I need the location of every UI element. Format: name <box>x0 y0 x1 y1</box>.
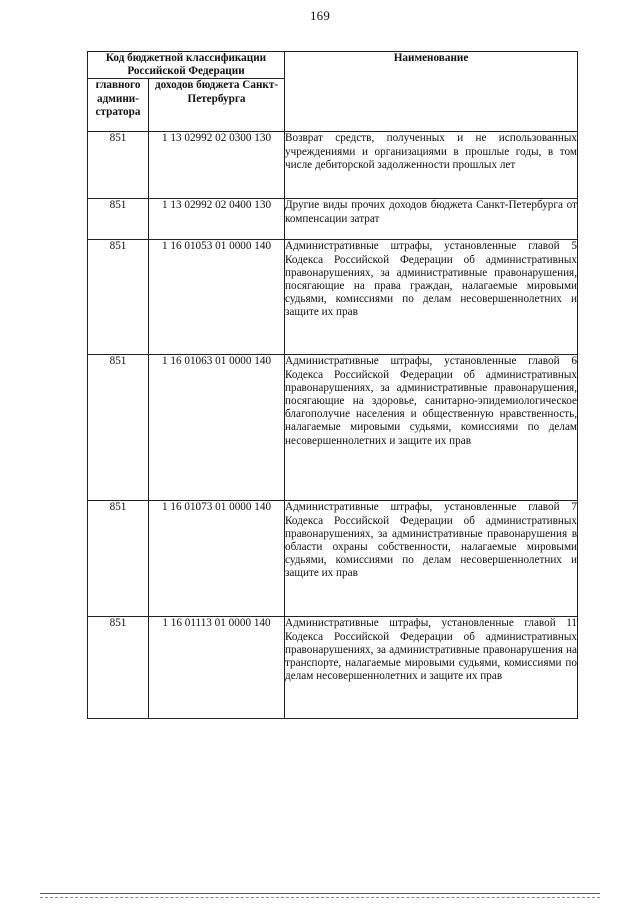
revenue-code-cell: 1 16 01053 01 0000 140 <box>149 240 285 355</box>
table-row <box>88 240 578 355</box>
revenue-code-cell: 1 16 01073 01 0000 140 <box>149 501 285 617</box>
scan-edge-line <box>40 893 600 894</box>
name-cell: Административные штрафы, установленные главой 5 Кодекса Российской Федерации об административных правонарушениях, за административные правонарушения, посягающие на права граждан, налагаемые мировыми судьями, комиссиями по делам несовершеннолетних и защите их прав <box>285 240 578 355</box>
name-cell: Административные штрафы, установленные главой 11 Кодекса Российской Федерации об административных правонарушениях, за административные правонарушения на транспорте, налагаемые мировыми судьями, комиссиями по делам несовершеннолетних и защите их прав <box>285 617 578 719</box>
header-budget-revenue: доходов бюджета Санкт-Петербурга <box>149 79 285 132</box>
table-header <box>88 52 578 132</box>
admin-code-cell: 851 <box>88 355 149 501</box>
header-name: Наименование <box>285 52 578 132</box>
header-main-administrator: главного админи-стратора <box>88 79 149 132</box>
table-row <box>88 617 578 719</box>
table-row <box>88 501 578 617</box>
page-number: 169 <box>309 8 331 23</box>
table-row <box>88 199 578 240</box>
revenue-code-cell: 1 13 02992 02 0400 130 <box>149 199 285 240</box>
table-row <box>88 355 578 501</box>
admin-code-cell: 851 <box>88 617 149 719</box>
name-cell: Другие виды прочих доходов бюджета Санкт-Петербурга от компенсации затрат <box>285 199 578 240</box>
scan-edge-line-dashed <box>40 897 600 898</box>
name-cell: Административные штрафы, установленные главой 6 Кодекса Российской Федерации об административных правонарушениях, за административные правонарушения, посягающие на здоровье, санитарно-эпидемиологическое благополучие населения и общественную нравственность, налагаемые мировыми судьями, комиссиями по делам несовершеннолетних и защите их прав <box>285 355 578 501</box>
admin-code-cell: 851 <box>88 240 149 355</box>
budget-classification-table <box>87 51 578 719</box>
admin-code-cell: 851 <box>88 132 149 199</box>
header-classification-code: Код бюджетной классификации Российской Федерации <box>88 52 285 79</box>
table-row <box>88 132 578 199</box>
name-cell: Административные штрафы, установленные главой 7 Кодекса Российской Федерации об административных правонарушениях, за административные правонарушения в области охраны собственности, налагаемые мировыми судьями, комиссиями по делам несовершеннолетних и защите их прав <box>285 501 578 617</box>
admin-code-cell: 851 <box>88 199 149 240</box>
revenue-code-cell: 1 13 02992 02 0300 130 <box>149 132 285 199</box>
revenue-code-cell: 1 16 01063 01 0000 140 <box>149 355 285 501</box>
admin-code-cell: 851 <box>88 501 149 617</box>
header-row-main <box>88 52 578 79</box>
table-body <box>88 132 578 719</box>
revenue-code-cell: 1 16 01113 01 0000 140 <box>149 617 285 719</box>
name-cell: Возврат средств, полученных и не использованных учреждениями и организациями в прошлые годы, в том числе дебиторской задолженности прошлых лет <box>285 132 578 199</box>
